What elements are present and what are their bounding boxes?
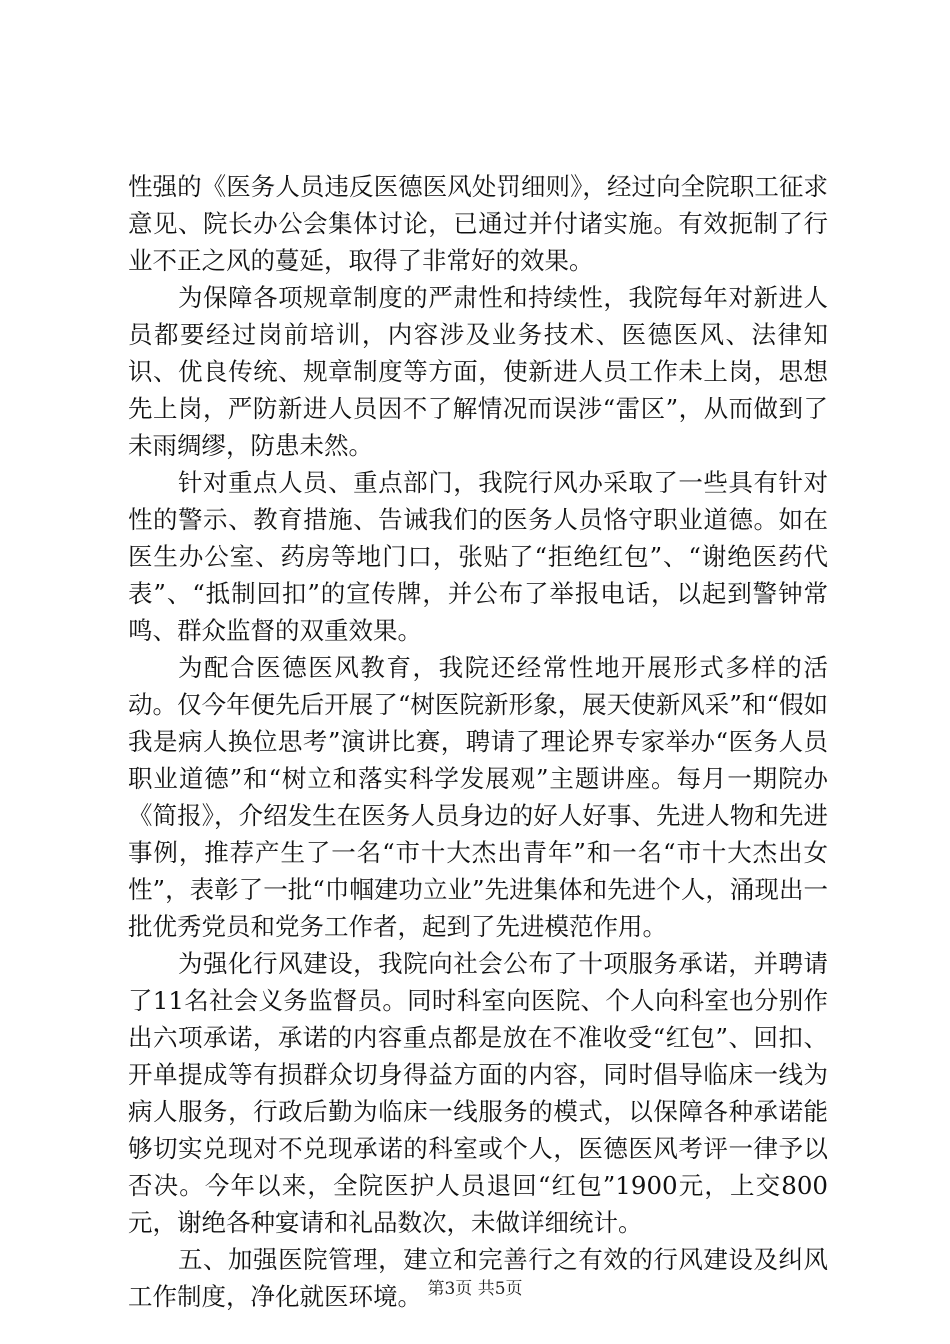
paragraph-2: 为保障各项规章制度的严肃性和持续性，我院每年对新进人员都要经过岗前培训，内容涉及业务技术、医德医风、法律知识、优良传统、规章制度等方面，使新进人员工作未上岗，思想先上岗，严防新进人员因不了解情况而误涉“雷区”，从而做到了未雨绸缪，防患未然。: [128, 283, 828, 460]
paragraph-3: 针对重点人员、重点部门，我院行风办采取了一些具有针对性的警示、教育措施、告诫我们的医务人员恪守职业道德。如在医生办公室、药房等地门口，张贴了“拒绝红包”、“谢绝医药代表”、“抵制回扣”的宣传牌，并公布了举报电话，以起到警钟常鸣、群众监督的双重效果。: [128, 468, 828, 645]
paragraph-4: 为配合医德医风教育，我院还经常性地开展形式多样的活动。仅今年便先后开展了“树医院新形象，展天使新风采”和“假如我是病人换位思考”演讲比赛，聘请了理论界专家举办“医务人员职业道德”和“树立和落实科学发展观”主题讲座。每月一期院办《简报》，介绍发生在医务人员身边的好人好事、先进人物和先进事例，推荐产生了一名“市十大杰出青年”和一名“市十大杰出女性”，表彰了一批“巾帼建功立业”先进集体和先进个人，涌现出一批优秀党员和党务工作者，起到了先进模范作用。: [128, 653, 828, 941]
paragraph-1: 性强的《医务人员违反医德医风处罚细则》，经过向全院职工征求意见、院长办公会集体讨论，已通过并付诸实施。有效扼制了行业不正之风的蔓延，取得了非常好的效果。: [128, 172, 828, 275]
paragraph-6: 五、加强医院管理，建立和完善行之有效的行风建设及纠风工作制度，净化就医环境。: [128, 1245, 828, 1311]
document-body: [128, 168, 828, 1315]
page-number-footer: 第3页 共5页: [427, 1279, 523, 1299]
paragraph-5: 为强化行风建设，我院向社会公布了十项服务承诺，并聘请了11名社会义务监督员。同时科室向医院、个人向科室也分别作出六项承诺，承诺的内容重点都是放在不准收受“红包”、回扣、开单提成等有损群众切身得益方面的内容，同时倡导临床一线为病人服务，行政后勤为临床一线服务的模式，以保障各种承诺能够切实兑现对不兑现承诺的科室或个人，医德医风考评一律予以否决。今年以来，全院医护人员退回“红包”1900元，上交800元，谢绝各种宴请和礼品数次，未做详细统计。: [128, 949, 828, 1237]
